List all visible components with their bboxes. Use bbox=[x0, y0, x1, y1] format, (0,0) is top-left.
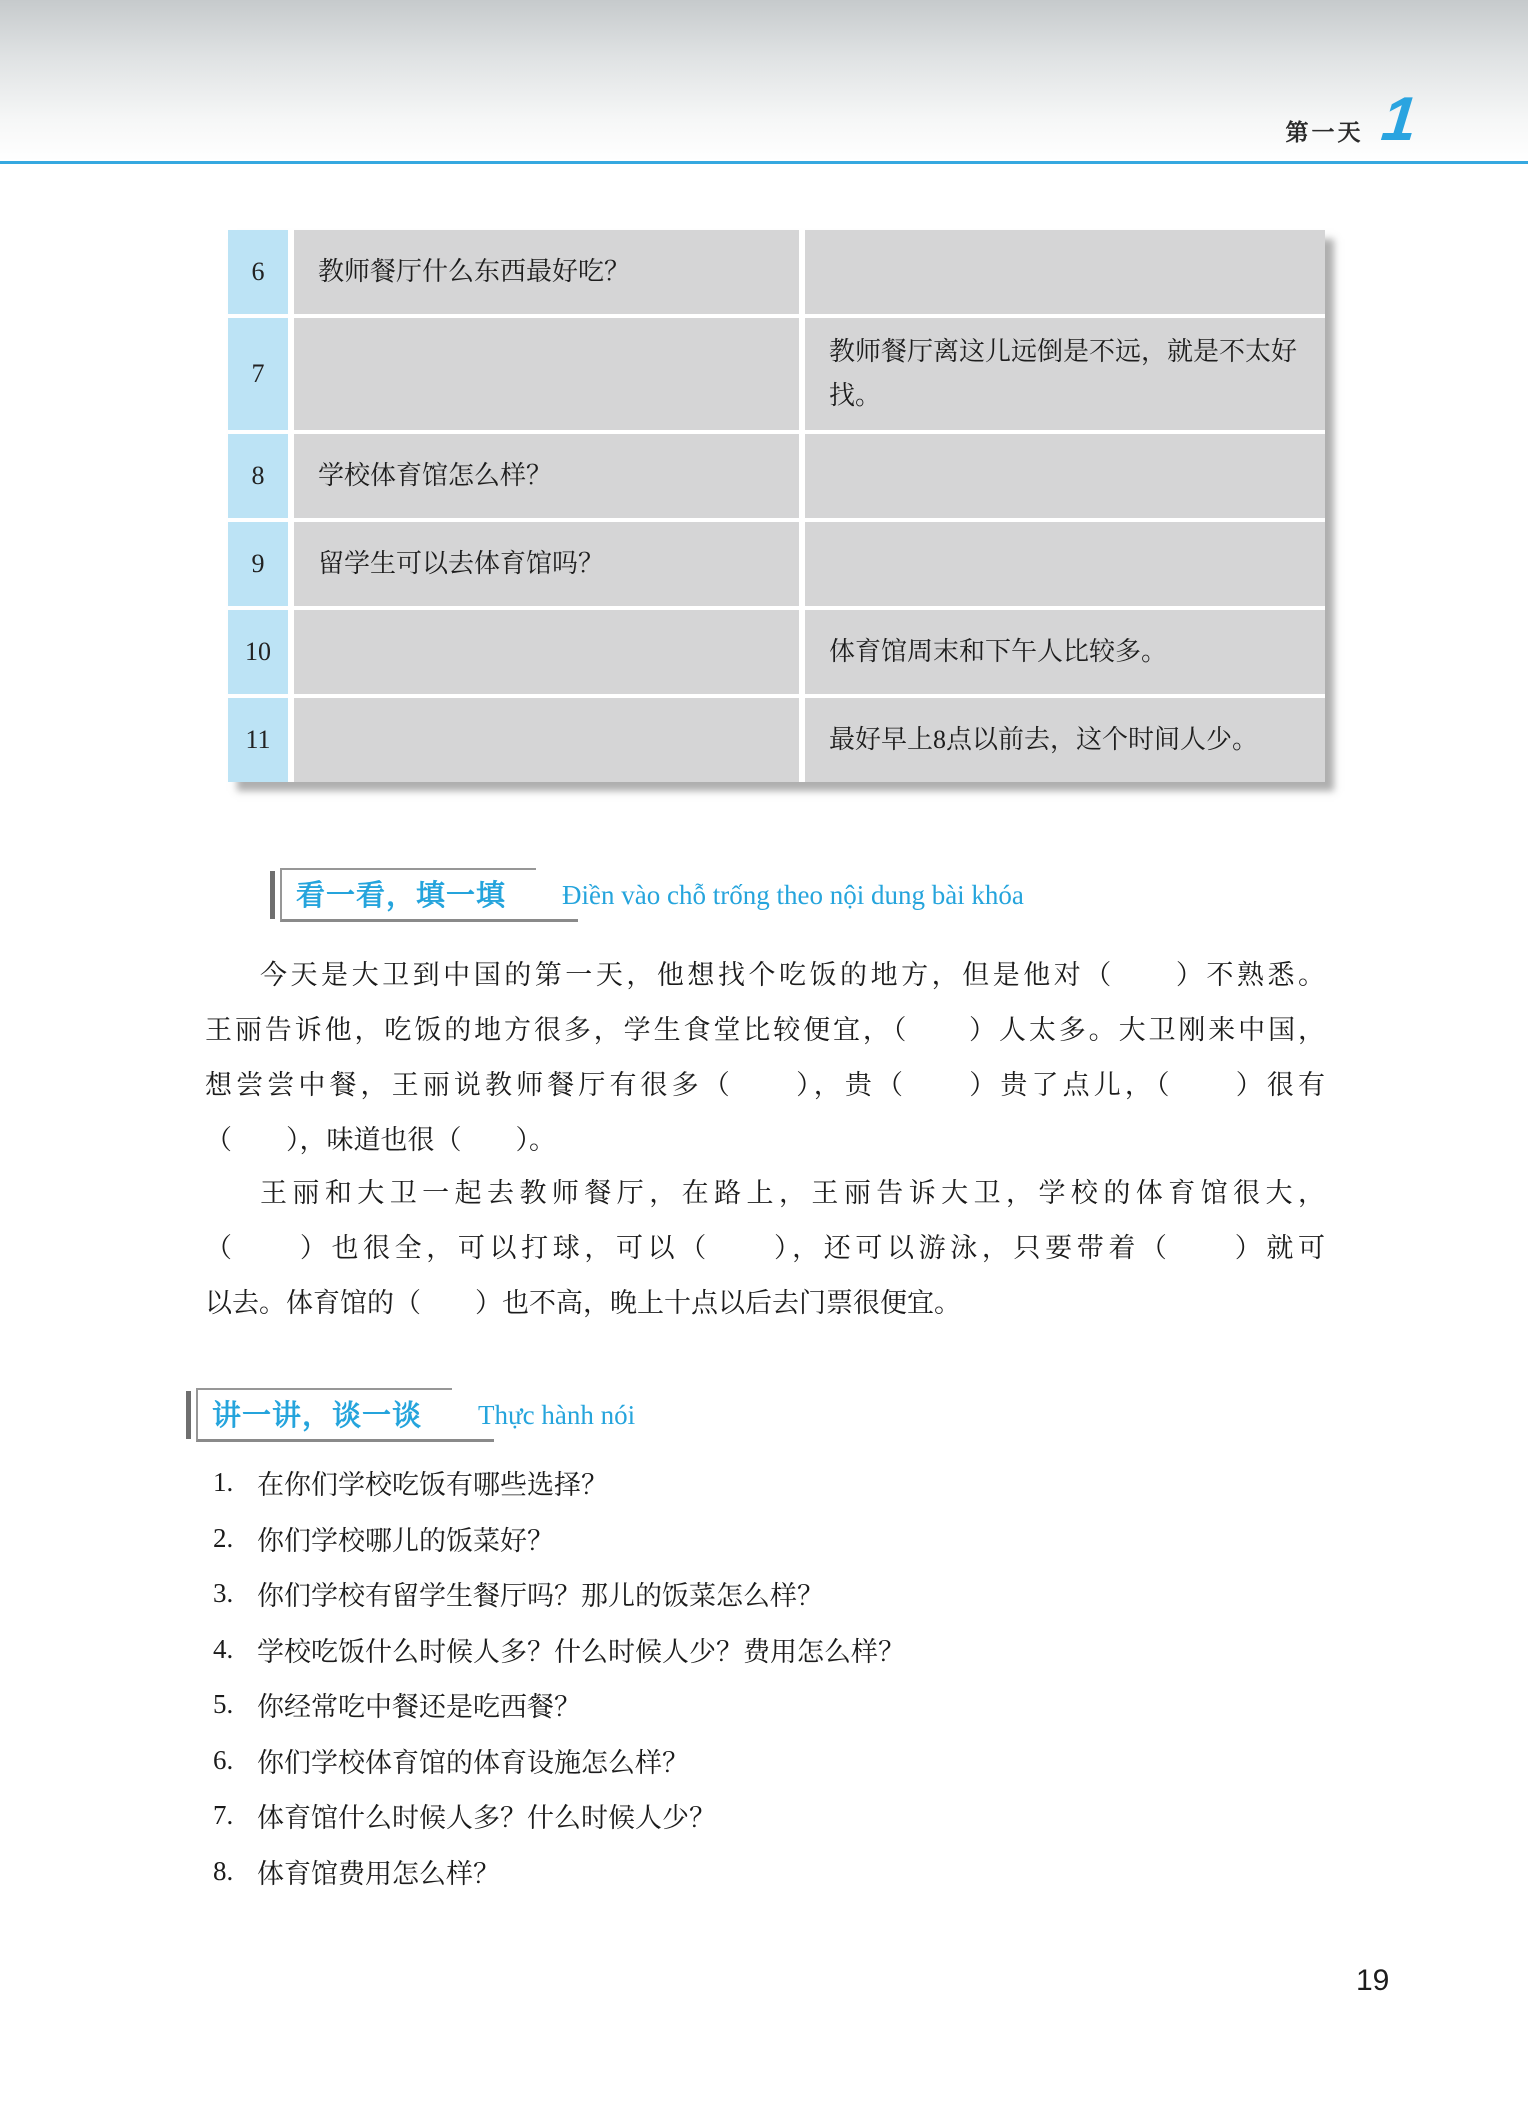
day-label: 第一天 bbox=[1285, 119, 1364, 145]
fill-paragraph-2 bbox=[205, 1166, 1325, 1331]
list-item-text: 学校吃饭什么时候人多？什么时候人少？费用怎么样？ bbox=[257, 1636, 905, 1667]
fill-paragraph-1 bbox=[205, 948, 1325, 1168]
list-item bbox=[213, 1733, 1323, 1789]
list-item-number: 8. bbox=[213, 1855, 234, 1886]
table-question-cell bbox=[294, 698, 799, 782]
list-item-number: 5. bbox=[213, 1689, 234, 1720]
list-item-text: 你经常吃中餐还是吃西餐？ bbox=[257, 1692, 581, 1723]
table-row-number: 6 bbox=[228, 230, 288, 314]
table-row-number: 7 bbox=[228, 318, 288, 430]
list-item bbox=[213, 1788, 1323, 1844]
paragraph-line: 王丽和大卫一起去教师餐厅，在路上，王丽告诉大卫，学校的体育馆很大， bbox=[260, 1178, 1325, 1208]
section-speak-title: 讲一讲，谈一谈 bbox=[196, 1388, 452, 1442]
list-item bbox=[213, 1622, 1323, 1678]
speaking-question-list bbox=[213, 1455, 1323, 1899]
table-row-number: 11 bbox=[228, 698, 288, 782]
list-item bbox=[213, 1844, 1323, 1900]
list-item-text: 你们学校体育馆的体育设施怎么样？ bbox=[257, 1747, 689, 1778]
table-question-cell: 学校体育馆怎么样？ bbox=[294, 434, 799, 518]
table-question-cell bbox=[294, 610, 799, 694]
table-question-cell bbox=[294, 318, 799, 430]
section-fill-header bbox=[270, 868, 1024, 922]
page-number: 19 bbox=[1356, 1964, 1390, 1997]
section-speak-header bbox=[186, 1388, 635, 1442]
list-item-number: 6. bbox=[213, 1744, 234, 1775]
table-answer-cell bbox=[805, 434, 1325, 518]
table-answer-cell bbox=[805, 230, 1325, 314]
table-answer-cell: 最好早上8点以前去，这个时间人少。 bbox=[805, 698, 1325, 782]
lesson-number: 1 bbox=[1377, 85, 1420, 154]
paragraph-line: （ ）也很全，可以打球，可以（ ），还可以游泳，只要带着（ ）就可 bbox=[205, 1233, 1325, 1263]
table-answer-cell: 教师餐厅离这儿远倒是不远，就是不太好找。 bbox=[805, 318, 1325, 430]
section-side-bar bbox=[270, 871, 275, 919]
list-item-text: 体育馆什么时候人多？什么时候人少？ bbox=[257, 1803, 716, 1834]
list-item-number: 3. bbox=[213, 1578, 234, 1609]
list-item bbox=[213, 1511, 1323, 1567]
paragraph-line: 以去。体育馆的（ ）也不高，晚上十点以后去门票很便宜。 bbox=[205, 1288, 961, 1318]
list-item-text: 在你们学校吃饭有哪些选择？ bbox=[257, 1470, 608, 1501]
list-item-text: 体育馆费用怎么样？ bbox=[257, 1858, 500, 1889]
list-item-text: 你们学校哪儿的饭菜好？ bbox=[257, 1525, 554, 1556]
list-item bbox=[213, 1455, 1323, 1511]
list-item-number: 1. bbox=[213, 1467, 234, 1498]
list-item-number: 2. bbox=[213, 1522, 234, 1553]
qa-table bbox=[228, 230, 1325, 782]
table-row-number: 8 bbox=[228, 434, 288, 518]
list-item-number: 7. bbox=[213, 1800, 234, 1831]
list-item-number: 4. bbox=[213, 1633, 234, 1664]
header-rule bbox=[0, 161, 1528, 164]
table-row-number: 10 bbox=[228, 610, 288, 694]
section-side-bar bbox=[186, 1391, 191, 1439]
section-fill-title: 看一看，填一填 bbox=[280, 868, 536, 922]
paragraph-line: （ ），味道也很（ ）。 bbox=[205, 1125, 556, 1155]
table-row-number: 9 bbox=[228, 522, 288, 606]
page-header bbox=[1285, 85, 1420, 154]
table-answer-cell: 体育馆周末和下午人比较多。 bbox=[805, 610, 1325, 694]
table-question-cell: 留学生可以去体育馆吗？ bbox=[294, 522, 799, 606]
section-speak-subtitle-vi: Thực hành nói bbox=[478, 1399, 636, 1430]
paragraph-line: 今天是大卫到中国的第一天，他想找个吃饭的地方，但是他对（ ）不熟悉。 bbox=[260, 960, 1325, 990]
list-item bbox=[213, 1677, 1323, 1733]
paragraph-line: 想尝尝中餐，王丽说教师餐厅有很多（ ），贵（ ）贵了点儿，（ ）很有 bbox=[205, 1070, 1325, 1100]
paragraph-line: 王丽告诉他，吃饭的地方很多，学生食堂比较便宜，（ ）人太多。大卫刚来中国， bbox=[205, 1015, 1325, 1045]
list-item bbox=[213, 1566, 1323, 1622]
table-answer-cell bbox=[805, 522, 1325, 606]
list-item-text: 你们学校有留学生餐厅吗？那儿的饭菜怎么样？ bbox=[257, 1581, 824, 1612]
section-fill-subtitle-vi: Điền vào chỗ trống theo nội dung bài khóa bbox=[562, 879, 1024, 910]
table-question-cell: 教师餐厅什么东西最好吃？ bbox=[294, 230, 799, 314]
